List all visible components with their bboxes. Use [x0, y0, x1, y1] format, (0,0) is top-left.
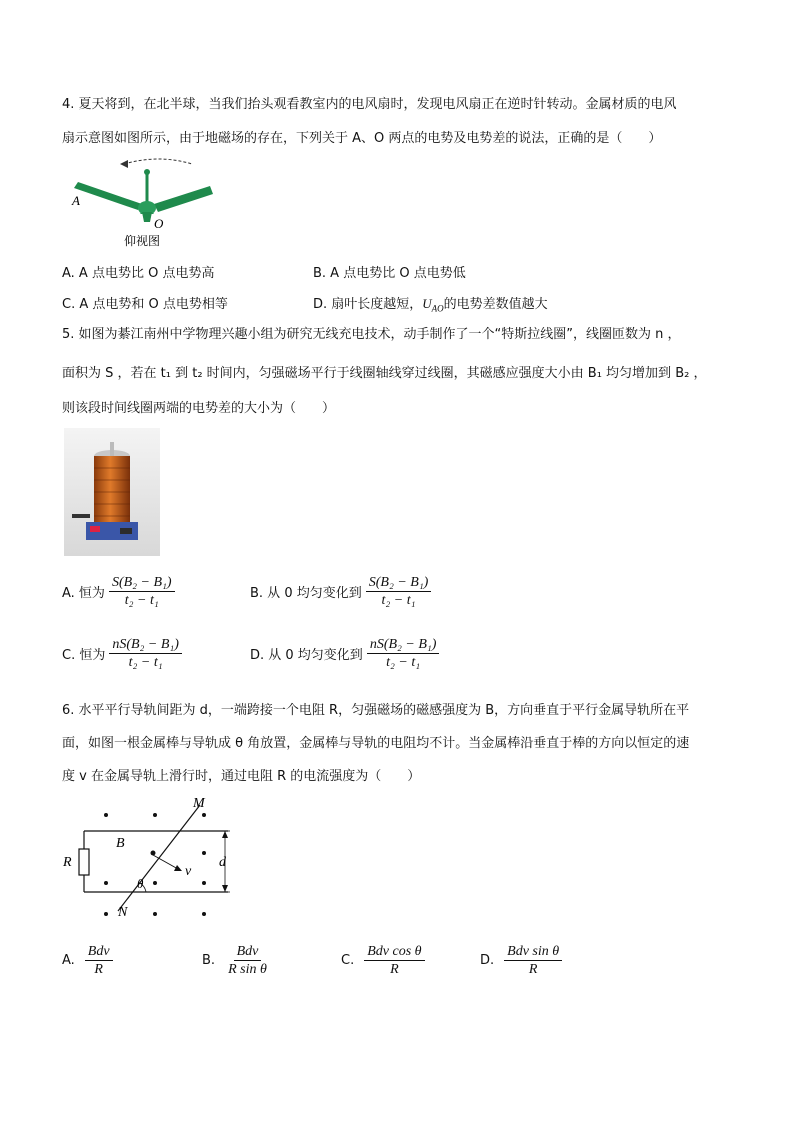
rail-figure: [60, 793, 250, 921]
fig-label-a: A: [72, 193, 80, 208]
label-v: v: [185, 864, 192, 879]
q4-option-a[interactable]: A. A 点电势比 O 点电势高: [62, 266, 215, 281]
q5-stem-line1: 5. 如图为綦江南州中学物理兴趣小组为研究无线充电技术，动手制作了一个“特斯拉线圈”，线圈匝数为 n ，: [62, 327, 681, 342]
fan-blade-left: [74, 182, 142, 210]
rotation-arrow: [124, 159, 192, 164]
fan-figure: [64, 152, 224, 252]
label-theta: θ: [137, 876, 144, 891]
tesla-coil-photo: [64, 428, 160, 556]
rotation-arrowhead: [120, 160, 128, 168]
q6-option-b[interactable]: B. $\frac{\text{Bdv}}{\text{R sin θ}}$: [202, 944, 267, 977]
q6-option-c[interactable]: C. $\frac{\text{Bdv cos θ}}{R}$: [341, 943, 425, 978]
label-n: N: [118, 905, 128, 920]
q5-stem-line3: 则该段时间线圈两端的电势差的大小为（ ）: [62, 401, 336, 416]
fig-caption: 仰视图: [124, 234, 161, 248]
coil-winding: [94, 456, 130, 522]
q5-option-a[interactable]: A. 恒为 $\frac{\text{S(B₂ − B₁)}}{\text{t₂ − t₁}}$: [62, 574, 175, 609]
q4-option-d-post: 的电势差数值越大: [443, 297, 548, 312]
q4-option-d[interactable]: [313, 293, 548, 314]
q5-option-d[interactable]: D. 从 0 均匀变化到 $\frac{\text{nS(B₂ − B₁)}}{\text{t₂ − t₁}}$: [250, 636, 439, 671]
q4-stem-line1: 4. 夏天将到，在北半球，当我们抬头观看教室内的电风扇时，发现电风扇正在逆时针转动。金属材质的电风: [62, 97, 677, 112]
fig-label-o: O: [154, 216, 164, 231]
q4-stem-line2: 扇示意图如图所示，由于地磁场的存在，下列关于 A、O 两点的电势及电势差的说法，正确的是（ ）: [62, 131, 662, 146]
label-d: d: [219, 855, 226, 870]
q6-stem-line1: 6. 水平平行导轨间距为 d，一端跨接一个电阻 R，匀强磁场的磁感强度为 B，方向垂直于平行金属导轨所在平: [62, 703, 690, 718]
label-r: R: [63, 855, 72, 870]
resistor: [79, 849, 89, 875]
fan-blade-right: [154, 186, 213, 212]
q4-option-d-u: U: [422, 296, 432, 311]
q4-option-b[interactable]: B. A 点电势比 O 点电势低: [313, 266, 466, 281]
label-m: M: [193, 796, 205, 811]
q6-stem-line3: 度 v 在金属导轨上滑行时，通过电阻 R 的电流强度为（ ）: [62, 769, 421, 784]
q5-stem-line2: 面积为 S ，若在 t₁ 到 t₂ 时间内，匀强磁场平行于线圈轴线穿过线圈，其磁感应强度大小由 B₁ 均匀增加到 B₂ ，: [62, 366, 707, 381]
label-b: B: [116, 836, 125, 851]
q6-option-d[interactable]: D. $\frac{\text{Bdv sin θ}}{R}$: [480, 943, 562, 978]
q4-option-d-sub: AO: [431, 303, 444, 314]
q6-stem-line2: 面，如图一根金属棒与导轨成 θ 角放置，金属棒与导轨的电阻均不计。当金属棒沿垂直于棒的方向以恒定的速: [62, 736, 690, 751]
q5-option-c[interactable]: C. 恒为 $\frac{\text{nS(B₂ − B₁)}}{\text{t₂ − t₁}}$: [62, 636, 182, 671]
q4-option-c[interactable]: C. A 点电势和 O 点电势相等: [62, 297, 228, 312]
q4-option-d-pre: D. 扇叶长度越短，: [313, 297, 423, 312]
q6-option-a[interactable]: A. $\frac{\text{Bdv}}{R}$: [62, 943, 113, 978]
q5-option-b[interactable]: B. 从 0 均匀变化到 $\frac{\text{S(B₂ − B₁)}}{\text{t₂ − t₁}}$: [250, 574, 431, 609]
